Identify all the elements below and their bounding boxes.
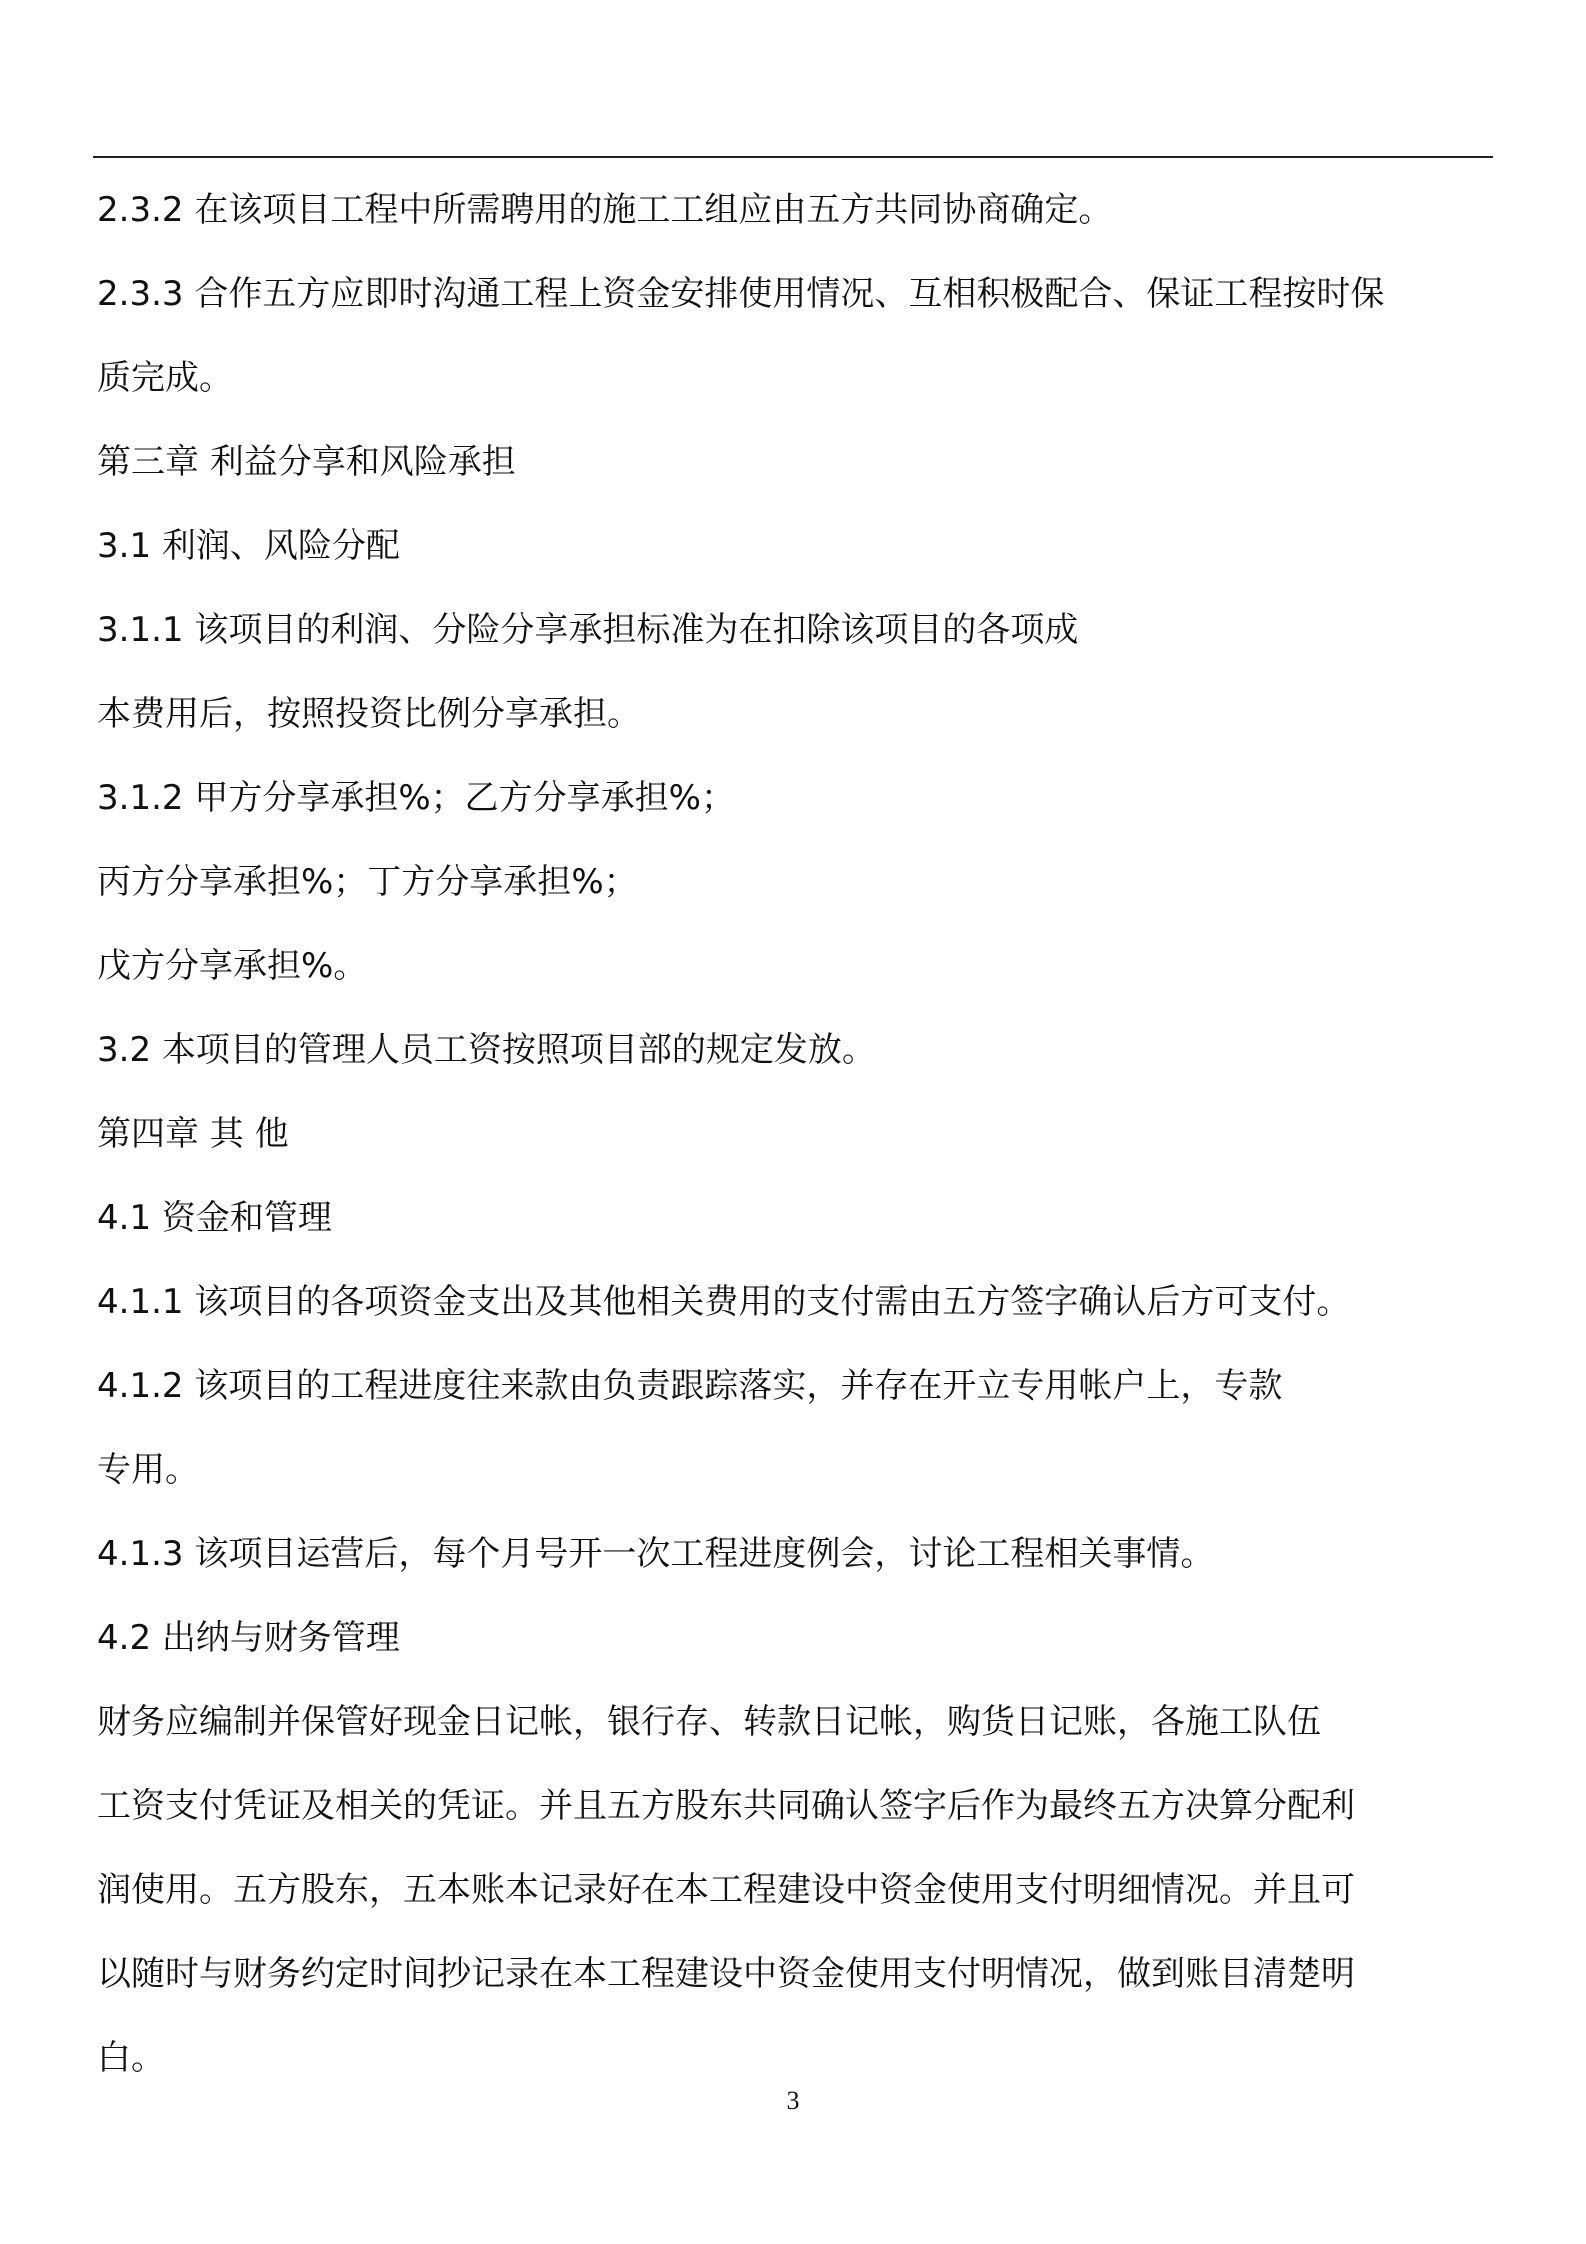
document-body bbox=[97, 168, 1497, 2100]
chapter-3-heading: 第三章 利益分享和风险承担 bbox=[97, 442, 516, 482]
party-e-label: 戊方 bbox=[97, 946, 165, 986]
clause-3-1-2-party-e: 戊方分享承担%。 bbox=[97, 946, 368, 986]
clause-4-1-2-cont: 专用。 bbox=[97, 1450, 199, 1490]
party-b-label: %；乙方 bbox=[398, 778, 533, 818]
section-3-2: 3.2 本项目的管理人员工资按照项目部的规定发放。 bbox=[97, 1030, 876, 1070]
party-c-label: 丙方 bbox=[97, 862, 165, 902]
section-3-1-heading: 3.1 利润、风险分配 bbox=[97, 526, 400, 566]
clause-2-3-3-cont: 质完成。 bbox=[97, 358, 233, 398]
finance-paragraph-line-3: 润使用。五方股东，五本账本记录好在本工程建设中资金使用支付明细情况。并且可 bbox=[97, 1870, 1355, 1910]
clause-3-1-1-cont: 本费用后，按照投资比例分享承担。 bbox=[97, 694, 641, 734]
finance-paragraph-line-4: 以随时与财务约定时间抄记录在本工程建设中资金使用支付明情况，做到账目清楚明 bbox=[97, 1954, 1355, 1994]
clause-2-3-2: 2.3.2 在该项目工程中所需聘用的施工工组应由五方共同协商确定。 bbox=[97, 190, 1113, 230]
section-4-2-heading: 4.2 出纳与财务管理 bbox=[97, 1618, 400, 1658]
clause-4-1-2: 4.1.2 该项目的工程进度往来款由负责跟踪落实，并存在开立专用帐户上，专款 bbox=[97, 1366, 1283, 1406]
header-rule bbox=[93, 156, 1493, 158]
clause-2-3-3: 2.3.3 合作五方应即时沟通工程上资金安排使用情况、互相积极配合、保证工程按时保 bbox=[97, 274, 1385, 314]
finance-paragraph-line-2: 工资支付凭证及相关的凭证。并且五方股东共同确认签字后作为最终五方决算分配利 bbox=[97, 1786, 1355, 1826]
page-number: 3 bbox=[786, 2086, 800, 2115]
clause-4-1-3: 4.1.3 该项目运营后，每个月号开一次工程进度例会，讨论工程相关事情。 bbox=[97, 1534, 1215, 1574]
finance-paragraph-line-5: 白。 bbox=[97, 2038, 165, 2078]
clause-3-1-1: 3.1.1 该项目的利润、分险分享承担标准为在扣除该项目的各项成 bbox=[97, 610, 1079, 650]
section-4-1-heading: 4.1 资金和管理 bbox=[97, 1198, 332, 1238]
clause-4-1-1: 4.1.1 该项目的各项资金支出及其他相关费用的支付需由五方签字确认后方可支付。 bbox=[97, 1282, 1351, 1322]
finance-paragraph-line-1: 财务应编制并保管好现金日记帐，银行存、转款日记帐，购货日记账，各施工队伍 bbox=[97, 1702, 1321, 1742]
party-d-label: %；丁方 bbox=[301, 862, 436, 902]
clause-3-1-2-parties-c-d: 丙方分享承担%；丁方分享承担%； bbox=[97, 862, 638, 902]
clause-3-1-2: 3.1.2 甲方分享承担%；乙方分享承担%； bbox=[97, 778, 735, 818]
party-a-label: 3.1.2 甲方 bbox=[97, 778, 263, 818]
chapter-4-heading: 第四章 其 他 bbox=[97, 1114, 289, 1154]
